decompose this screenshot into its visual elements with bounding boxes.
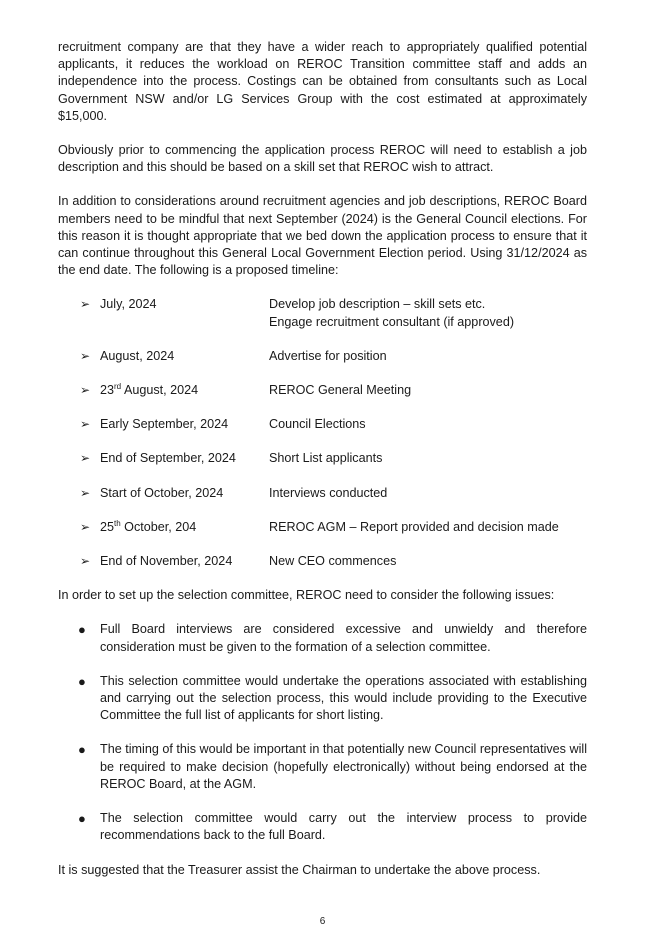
timeline-description: REROC AGM – Report provided and decision made (269, 519, 559, 534)
document-page (58, 39, 587, 879)
list-item (58, 741, 587, 793)
timeline-date: Early September, 2024 (100, 417, 229, 432)
bullet-dot-icon: ● (78, 811, 86, 827)
bullet-dot-icon: ● (78, 673, 86, 689)
bullet-dot-icon: ● (78, 622, 86, 638)
bullet-dot-icon: ● (78, 742, 86, 758)
timeline-item (58, 553, 587, 570)
arrow-bullet-icon: ➢ (80, 297, 91, 312)
paragraph-committee-intro: In order to set up the selection committee, REROC need to consider the following issues: (58, 588, 555, 603)
timeline-date: 25th October, 204 (100, 518, 197, 534)
timeline-description-line: Engage recruitment consultant (if approved) (269, 314, 515, 329)
arrow-bullet-icon: ➢ (80, 348, 91, 363)
list-item-text: The timing of this would be important in that potentially new Council representatives will be required to make decision (hopefully electronically) without being endorsed at the REROC Board, at the AGM. (100, 742, 587, 791)
paragraph-closing: It is suggested that the Treasurer assist the Chairman to undertake the above process. (58, 862, 541, 877)
list-item (58, 621, 587, 655)
arrow-bullet-icon: ➢ (80, 519, 91, 534)
issues-list (58, 621, 587, 844)
arrow-bullet-icon: ➢ (80, 485, 91, 500)
timeline-description: Interviews conducted (269, 485, 388, 500)
list-item (58, 673, 587, 725)
list-item-text: This selection committee would undertake the operations associated with establishing and carrying out the selection process, this would include providing to the Executive Committee the full list of applicants for short listing. (100, 673, 587, 723)
timeline-description: Advertise for position (269, 348, 387, 363)
timeline-description: Short List applicants (269, 451, 383, 466)
timeline-description: REROC General Meeting (269, 383, 412, 398)
arrow-bullet-icon: ➢ (80, 554, 91, 569)
timeline-date: End of November, 2024 (100, 554, 233, 569)
timeline-description (269, 296, 587, 330)
timeline-item (58, 519, 587, 536)
arrow-bullet-icon: ➢ (80, 383, 91, 398)
list-item-text: Full Board interviews are considered excessive and unwieldy and therefore consideration must be given to the formation of a selection committee. (100, 622, 587, 654)
timeline-item (58, 382, 587, 399)
timeline-item (58, 348, 587, 365)
timeline-date: End of September, 2024 (100, 451, 236, 466)
timeline-item (58, 416, 587, 433)
list-item-text: The selection committee would carry out the interview process to provide recommendations back to the full Board. (100, 811, 587, 843)
timeline-description: New CEO commences (269, 554, 397, 569)
timeline-date: Start of October, 2024 (100, 485, 224, 500)
timeline-list (58, 296, 587, 570)
timeline-date: 23rd August, 2024 (100, 381, 199, 398)
paragraph-recruitment: recruitment company are that they have a wider reach to appropriately qualified potential applicants, it reduces the workload on REROC Transition committee staff and adds an independence into the process. Costings can be obtained from consultants such as Local Government NSW and/or LG Services Group with the cost estimated at approximately $15,000. (58, 40, 587, 123)
timeline-item (58, 296, 587, 330)
timeline-item (58, 485, 587, 502)
page-number: 6 (319, 916, 326, 927)
arrow-bullet-icon: ➢ (80, 451, 91, 466)
timeline-item (58, 450, 587, 467)
list-item (58, 810, 587, 844)
paragraph-election-timing: In addition to considerations around recruitment agencies and job descriptions, REROC Board members need to be mindful that next September (2024) is the General Council elections. For this reason it is thought appropriate that we bed down the application process to ensure that it can continue throughout this General Local Government Election period. Using 31/12/2024 as the end date. The following is a proposed timeline: (58, 194, 587, 278)
timeline-description-line: Develop job description – skill sets etc. (269, 297, 486, 312)
timeline-description: Council Elections (269, 417, 366, 432)
paragraph-job-description: Obviously prior to commencing the application process REROC will need to establish a job description and this should be based on a skill set that REROC wish to attract. (58, 143, 587, 175)
timeline-date: July, 2024 (100, 297, 157, 312)
timeline-date: August, 2024 (100, 348, 175, 363)
arrow-bullet-icon: ➢ (80, 417, 91, 432)
